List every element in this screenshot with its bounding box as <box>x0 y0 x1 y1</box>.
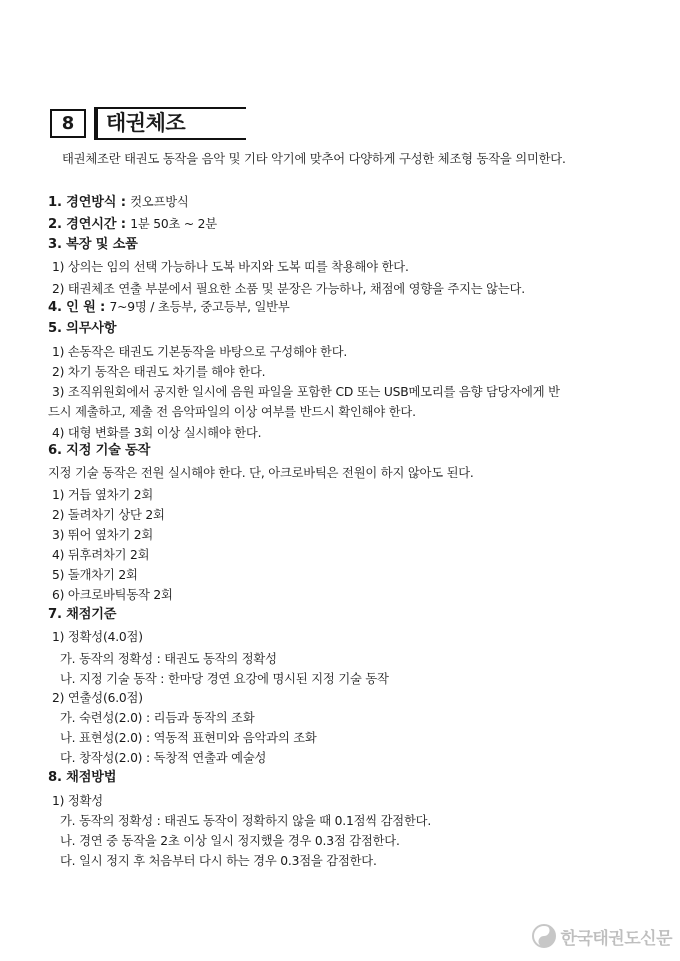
list-item: 1) 상의는 임의 선택 가능하나 도복 바지와 도복 띠를 착용해야 한다. <box>52 260 409 274</box>
heading-designated-skills: 6. 지정 기술 동작 <box>48 443 151 458</box>
list-item: 6) 아크로바틱동작 2회 <box>52 588 173 602</box>
sub-list-item: 다. 창작성(2.0) : 독창적 연출과 예술성 <box>60 751 267 765</box>
heading-members <box>48 299 290 316</box>
heading-label: 1. 경연방식 : <box>48 195 126 210</box>
sub-list-item: 가. 동작의 정확성 : 태권도 동작이 정확하지 않을 때 0.1점씩 감점한다. <box>60 814 432 828</box>
heading-value: 7~9명 / 초등부, 중고등부, 일반부 <box>109 300 290 314</box>
sub-list-item: 나. 표현성(2.0) : 역동적 표현미와 음악과의 조화 <box>60 731 317 745</box>
heading-value: 1분 50초 ~ 2분 <box>130 217 217 231</box>
list-item: 1) 정확성(4.0점) <box>52 630 143 644</box>
list-item: 4) 뒤후려차기 2회 <box>52 548 150 562</box>
heading-method <box>48 194 189 211</box>
intro-text: 태권체조란 태권도 동작을 음악 및 기타 악기에 맞추어 다양하게 구성한 체조형 동작을 의미한다. <box>62 152 566 166</box>
list-item-continued: 드시 제출하고, 제출 전 음악파일의 이상 여부를 반드시 확인해야 한다. <box>48 405 416 419</box>
list-item: 2) 태권체조 연출 부분에서 필요한 소품 및 분장은 가능하나, 채점에 영향을 주지는 않는다. <box>52 282 525 296</box>
list-item: 2) 차기 동작은 태권도 차기를 해야 한다. <box>52 365 266 379</box>
section-title-bar <box>94 109 98 138</box>
watermark-text: 한국태권도신문 <box>560 928 672 949</box>
watermark <box>531 921 672 951</box>
heading-costume: 3. 복장 및 소품 <box>48 237 138 252</box>
list-item: 1) 손동작은 태권도 기본동작을 바탕으로 구성해야 한다. <box>52 345 348 359</box>
sub-list-item: 다. 일시 정지 후 처음부터 다시 하는 경우 0.3점을 감점한다. <box>60 854 377 868</box>
heading-duties: 5. 의무사항 <box>48 321 117 336</box>
taeguk-logo-icon <box>531 923 557 949</box>
heading-scoring-method: 8. 채점방법 <box>48 770 117 785</box>
section-header <box>50 107 246 140</box>
heading-value: 컷오프방식 <box>130 195 189 209</box>
heading-label: 4. 인 원 : <box>48 300 106 315</box>
section-number: 8 <box>50 109 86 138</box>
sub-list-item: 가. 동작의 정확성 : 태권도 동작의 정확성 <box>60 652 277 666</box>
list-item: 3) 조직위원회에서 공지한 일시에 음원 파일을 포함한 CD 또는 USB메모리를 음향 담당자에게 반 <box>52 385 560 399</box>
list-item: 5) 돌개차기 2회 <box>52 568 138 582</box>
list-item: 3) 뛰어 옆차기 2회 <box>52 528 154 542</box>
heading-time <box>48 216 217 233</box>
sub-list-item: 나. 경연 중 동작을 2초 이상 일시 정지했을 경우 0.3점 감점한다. <box>60 834 400 848</box>
list-item: 4) 대형 변화를 3회 이상 실시해야 한다. <box>52 426 262 440</box>
list-item: 2) 연출성(6.0점) <box>52 691 143 705</box>
heading-scoring-criteria: 7. 채점기준 <box>48 607 117 622</box>
heading-label: 2. 경연시간 : <box>48 217 126 232</box>
list-item: 1) 거듭 옆차기 2회 <box>52 488 154 502</box>
sub-list-item: 가. 숙련성(2.0) : 리듬과 동작의 조화 <box>60 711 255 725</box>
list-item: 2) 돌려차기 상단 2회 <box>52 508 165 522</box>
list-item: 1) 정확성 <box>52 794 103 808</box>
section-title-box <box>94 107 246 140</box>
paragraph: 지정 기술 동작은 전원 실시해야 한다. 단, 아크로바틱은 전원이 하지 않아도 된다. <box>48 466 474 480</box>
section-title: 태권체조 <box>106 111 186 135</box>
sub-list-item: 나. 지정 기술 동작 : 한마당 경연 요강에 명시된 지정 기술 동작 <box>60 672 389 686</box>
